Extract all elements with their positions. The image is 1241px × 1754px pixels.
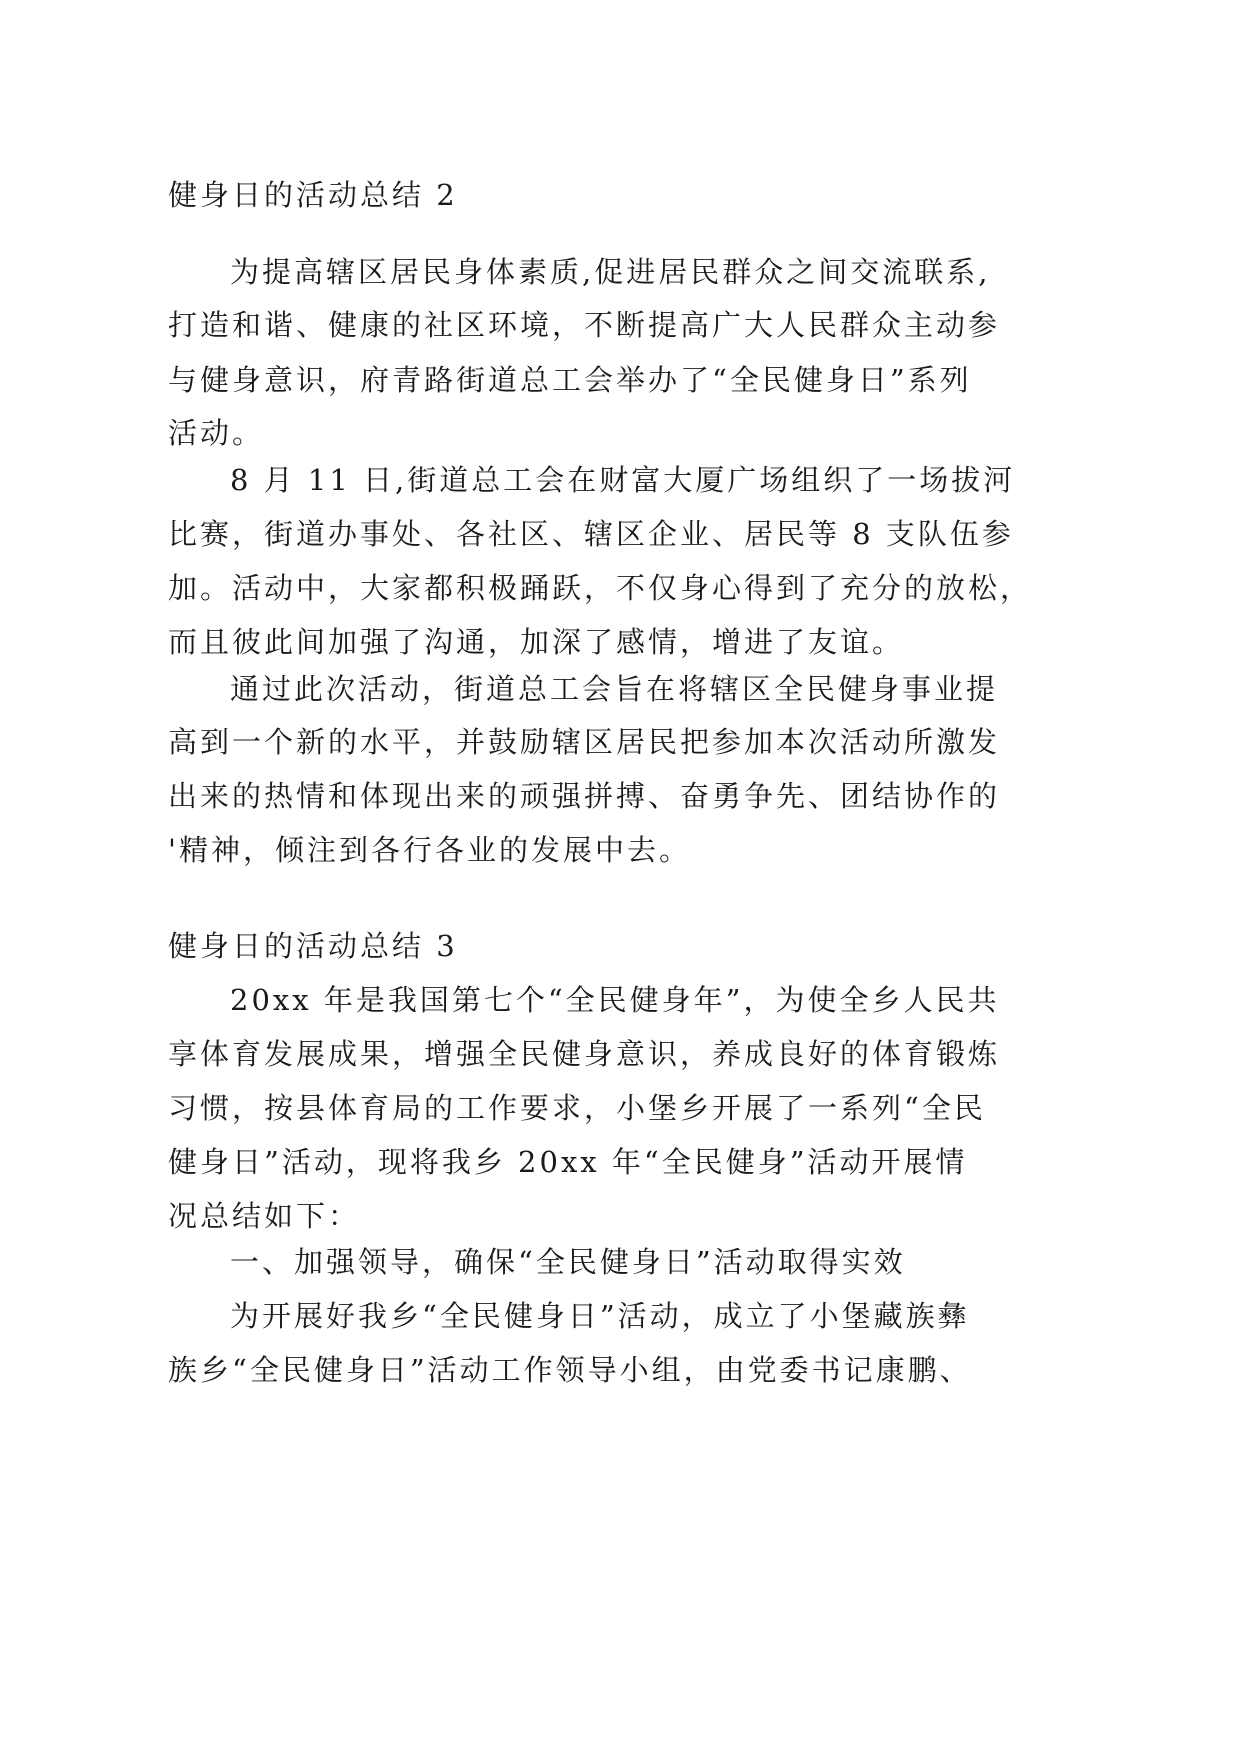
paragraph-line: 健身日”活动，现将我乡 20xx 年“全民健身”活动开展情 bbox=[168, 1145, 968, 1179]
paragraph-line: 而且彼此间加强了沟通，加深了感情，增进了友谊。 bbox=[168, 625, 905, 659]
paragraph-line: 通过此次活动，街道总工会旨在将辖区全民健身事业提 bbox=[230, 672, 999, 706]
paragraph-line: '精神，倾注到各行各业的发展中去。 bbox=[168, 833, 691, 867]
paragraph-line: 为提高辖区居民身体素质,促进居民群众之间交流联系, bbox=[230, 255, 991, 289]
section-heading: 健身日的活动总结 3 bbox=[168, 929, 458, 963]
paragraph-line: 为开展好我乡“全民健身日”活动，成立了小堡藏族彝 bbox=[230, 1299, 970, 1333]
paragraph-line: 况总结如下： bbox=[168, 1199, 361, 1233]
paragraph-line: 20xx 年是我国第七个“全民健身年”，为使全乡人民共 bbox=[230, 983, 1000, 1017]
paragraph-line: 高到一个新的水平，并鼓励辖区居民把参加本次活动所激发 bbox=[168, 725, 1001, 759]
section-heading: 健身日的活动总结 2 bbox=[168, 178, 458, 212]
paragraph-line: 打造和谐、健康的社区环境，不断提高广大人民群众主动参 bbox=[168, 308, 1001, 342]
paragraph-line: 族乡“全民健身日”活动工作领导小组，由党委书记康鹏、 bbox=[168, 1353, 972, 1387]
paragraph-line: 一、加强领导，确保“全民健身日”活动取得实效 bbox=[230, 1245, 906, 1279]
paragraph-line: 活动。 bbox=[168, 416, 265, 450]
paragraph-line: 比赛，街道办事处、各社区、辖区企业、居民等 8 支队伍参 bbox=[168, 517, 1014, 551]
paragraph-line: 出来的热情和体现出来的顽强拼搏、奋勇争先、团结协作的 bbox=[168, 779, 1001, 813]
paragraph-line: 加。活动中，大家都积极踊跃，不仅身心得到了充分的放松， bbox=[168, 571, 1033, 605]
paragraph-line: 习惯，按县体育局的工作要求，小堡乡开展了一系列“全民 bbox=[168, 1091, 986, 1125]
paragraph-line: 享体育发展成果，增强全民健身意识，养成良好的体育锻炼 bbox=[168, 1037, 1001, 1071]
paragraph-line: 与健身意识，府青路街道总工会举办了“全民健身日”系列 bbox=[168, 363, 972, 397]
paragraph-line: 8 月 11 日,街道总工会在财富大厦广场组织了一场拔河 bbox=[230, 463, 1016, 497]
